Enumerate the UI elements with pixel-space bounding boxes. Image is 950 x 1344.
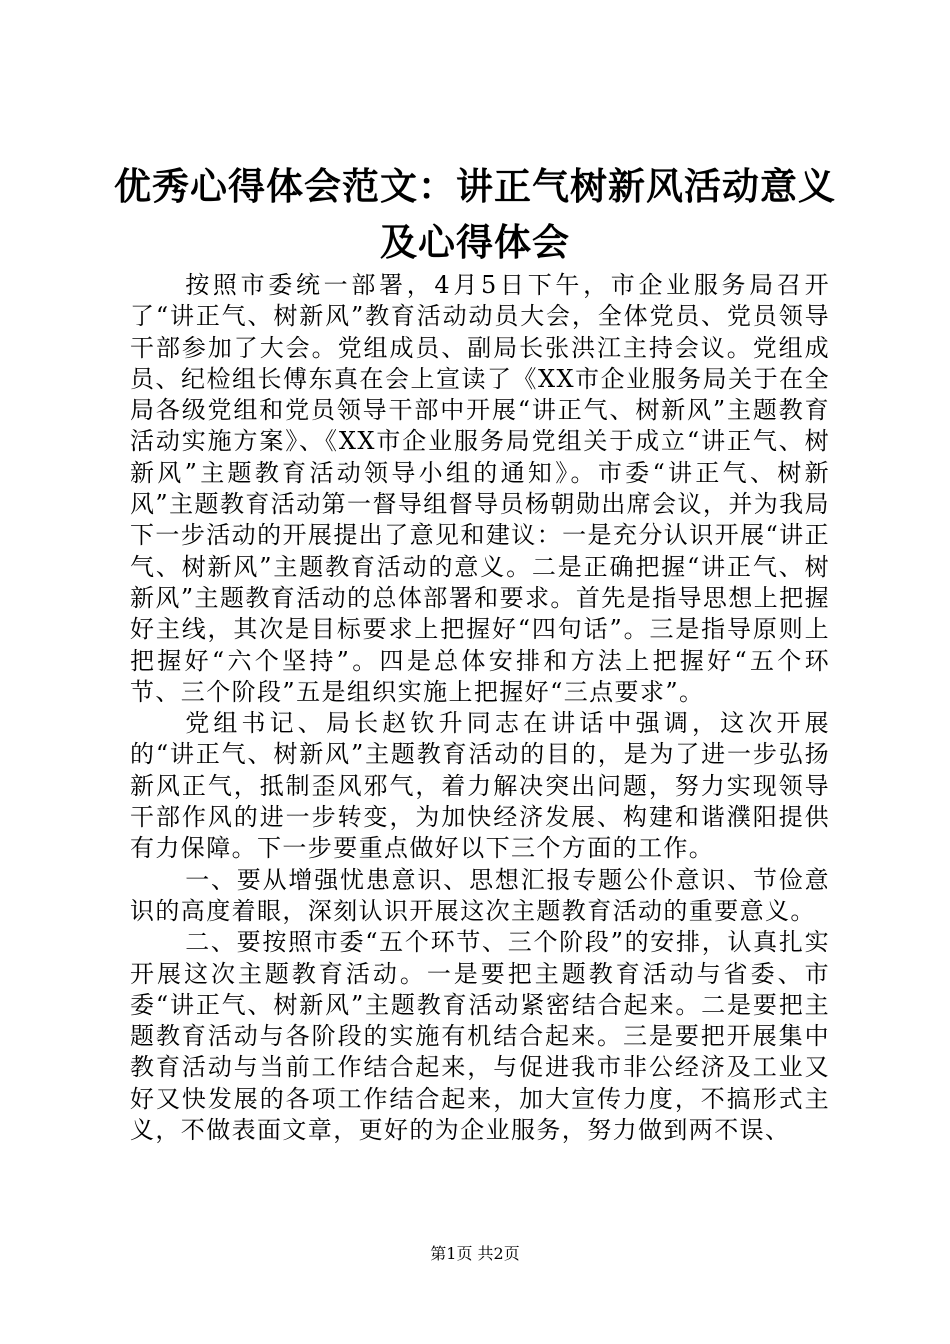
paragraph-2: 党组书记、局长赵钦升同志在讲话中强调，这次开展的“讲正气、树新风”主题教育活动的目的，是为了进一步弘扬新风正气，抵制歪风邪气，着力解决突出问题，努力实现领导干部作风的进一步转变，为加快经济发展、构建和谐濮阳提供有力保障。下一步要重点做好以下三个方面的工作。 — [130, 709, 830, 863]
page-footer: 第1页 共2页 — [430, 1244, 520, 1263]
document-body — [130, 270, 830, 1146]
paragraph-1: 按照市委统一部署，4月5日下午，市企业服务局召开了“讲正气、树新风”教育活动动员大会，全体党员、党员领导干部参加了大会。党组成员、副局长张洪江主持会议。党组成员、纪检组长傅东真在会上宣读了《XX市企业服务局关于在全局各级党组和党员领导干部中开展“讲正气、树新风”主题教育活动实施方案》、《XX市企业服务局党组关于成立“讲正气、树新风”主题教育活动领导小组的通知》。市委“讲正气、树新风”主题教育活动第一督导组督导员杨朝勋出席会议，并为我局下一步活动的开展提出了意见和建议：一是充分认识开展“讲正气、树新风”主题教育活动的意义。二是正确把握“讲正气、树新风”主题教育活动的总体部署和要求。首先是指导思想上把握好主线，其次是目标要求上把握好“四句话”。三是指导原则上把握好“六个坚持”。四是总体安排和方法上把握好“五个环节、三个阶段”五是组织实施上把握好“三点要求”。 — [130, 271, 830, 706]
paragraph-4: 二、要按照市委“五个环节、三个阶段”的安排，认真扎实开展这次主题教育活动。一是要把主题教育活动与省委、市委“讲正气、树新风”主题教育活动紧密结合起来。二是要把主题教育活动与各阶段的实施有机结合起来。三是要把开展集中教育活动与当前工作结合起来，与促进我市非公经济及工业又好又快发展的各项工作结合起来，加大宣传力度，不搞形式主义，不做表面文章，更好的为企业服务，努力做到两不误、 — [130, 928, 830, 1145]
paragraph-3: 一、要从增强忧患意识、思想汇报专题公仆意识、节俭意识的高度着眼，深刻认识开展这次主题教育活动的重要意义。 — [130, 865, 830, 925]
document-title: 优秀心得体会范文：讲正气树新风活动意义及心得体会 — [114, 164, 836, 264]
